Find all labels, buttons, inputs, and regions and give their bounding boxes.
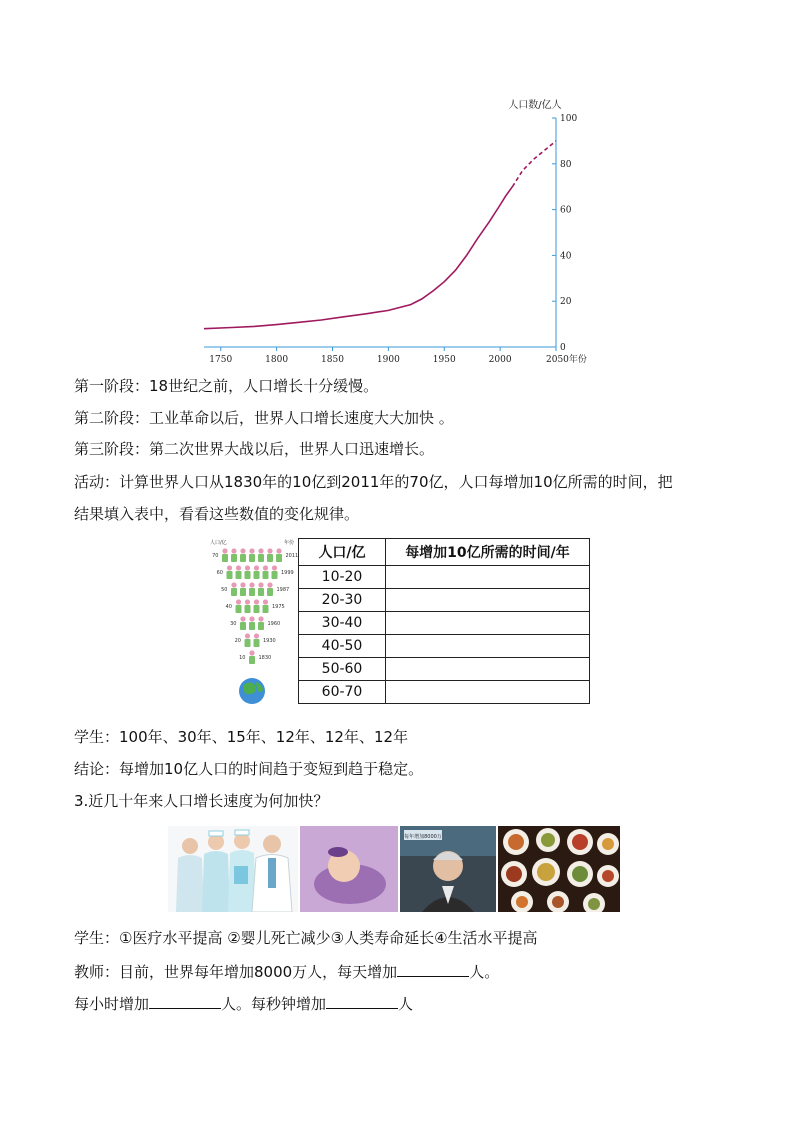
person-body-icon [240, 554, 246, 562]
population-people-figure [208, 536, 298, 708]
table-header-row [299, 539, 590, 566]
figure-year-label: 1987 [276, 587, 290, 593]
people-figure-svg [208, 536, 298, 708]
elderly-man-photo [400, 826, 496, 912]
population-line-projection [512, 141, 556, 187]
figure-year-label: 2011 [285, 553, 298, 559]
figure-population-label: 70 [212, 553, 219, 559]
y-tick-label: 100 [560, 114, 578, 124]
person-head-icon [245, 565, 250, 570]
person-head-icon [236, 565, 241, 570]
x-tick-label: 1800 [265, 355, 289, 365]
person-head-icon [231, 582, 236, 587]
person-head-icon [249, 616, 254, 621]
y-tick-label: 20 [560, 297, 572, 308]
person-head-icon [267, 548, 272, 553]
population-table [298, 538, 590, 704]
table-cell-range: 60-70 [299, 681, 386, 704]
table-cell-range: 50-60 [299, 658, 386, 681]
table-cell-answer[interactable] [386, 589, 590, 612]
hourly-text-part1: 每小时增加 [74, 995, 150, 1013]
person-head-icon [267, 582, 272, 587]
person-head-icon [240, 582, 245, 587]
person-head-icon [258, 548, 263, 553]
stage-1-text: 第一阶段：18世纪之前，人口增长十分缓慢。 [74, 377, 379, 395]
question-3: 3.近几十年来人口增长速度为何加快？ [74, 792, 329, 810]
student-answer-2: 学生：①医疗水平提高 ②婴儿死亡减少③人类寿命延长④生活水平提高 [74, 929, 538, 947]
table-row [299, 635, 590, 658]
table-row [299, 566, 590, 589]
y-tick-label: 0 [560, 343, 566, 353]
person-head-icon [263, 565, 268, 570]
table-cell-range: 40-50 [299, 635, 386, 658]
blank-per-hour[interactable] [149, 990, 221, 1009]
y-tick-label: 40 [560, 251, 572, 262]
table-cell-answer[interactable] [386, 635, 590, 658]
table-row [299, 612, 590, 635]
person-body-icon [245, 639, 251, 647]
person-body-icon [267, 554, 273, 562]
x-tick-label: 1900 [376, 355, 400, 365]
x-tick-label: 1750 [209, 355, 233, 365]
person-head-icon [263, 599, 268, 604]
table-header-time: 每增加10亿所需的时间/年 [386, 539, 590, 566]
blank-per-day[interactable] [397, 958, 469, 977]
nurse-figure-2 [228, 830, 256, 912]
nurse-figure-1 [202, 831, 230, 912]
person-head-icon [249, 582, 254, 587]
person-body-icon [240, 588, 246, 596]
table-row [299, 681, 590, 704]
activity-text-line2: 结果填入表中，看看这些数值的变化规律。 [74, 505, 360, 523]
y-tick-label: 80 [560, 159, 572, 170]
person-body-icon [236, 605, 242, 613]
person-head-icon [240, 616, 245, 621]
person-body-icon [254, 605, 260, 613]
teacher-text [74, 958, 734, 984]
population-line-solid [204, 187, 512, 329]
food-dishes-photo [498, 826, 620, 912]
y-tick-label: 60 [560, 205, 572, 216]
medical-staff-photo [168, 826, 298, 912]
person-body-icon [254, 571, 260, 579]
person-body-icon [258, 554, 264, 562]
hourly-text [74, 990, 734, 1016]
person-body-icon [231, 588, 237, 596]
figure-year-label: 1930 [263, 638, 276, 644]
table-row [299, 589, 590, 612]
figure-population-label: 50 [221, 587, 228, 593]
person-body-icon [249, 622, 255, 630]
hourly-text-part2: 人。每秒钟增加 [221, 995, 327, 1013]
y-axis-label: 人口数/亿人 [508, 100, 562, 111]
person-head-icon [236, 599, 241, 604]
person-head-icon [272, 565, 277, 570]
x-tick-label: 2000 [488, 355, 512, 365]
globe-land-icon [243, 682, 256, 694]
figure-population-label: 40 [225, 604, 232, 610]
newborn-baby-photo [300, 826, 398, 912]
figure-year-label: 1830 [258, 655, 272, 661]
activity-table-block [208, 536, 592, 708]
figure-population-label: 10 [239, 655, 246, 661]
figure-year-label: 1999 [281, 570, 294, 576]
stage-2-text: 第二阶段：工业革命以后，世界人口增长速度大大加快 。 [74, 409, 454, 427]
blank-per-second[interactable] [326, 990, 398, 1009]
table-cell-range: 30-40 [299, 612, 386, 635]
activity-text-line1: 活动：计算世界人口从1830年的10亿到2011年的70亿，人口每增加10亿所需的时间，把 [74, 473, 673, 491]
person-head-icon [240, 548, 245, 553]
doctor-figure-2 [252, 835, 292, 912]
person-body-icon [249, 656, 255, 664]
person-body-icon [267, 588, 273, 596]
student-answer-1: 学生：100年、30年、15年、12年、12年、12年 [74, 728, 409, 746]
person-body-icon [272, 571, 278, 579]
x-tick-label: 1850 [321, 355, 344, 365]
person-body-icon [263, 571, 269, 579]
figure-population-label: 60 [216, 570, 223, 576]
teacher-text-part2: 人。 [469, 963, 500, 981]
person-body-icon [276, 554, 282, 562]
photo-inset-caption: 每年增加8000万 [404, 834, 442, 840]
figure-population-label: 30 [230, 621, 237, 627]
person-head-icon [245, 599, 250, 604]
figure-title-population: 人口/亿 [210, 540, 227, 546]
person-body-icon [263, 605, 269, 613]
person-head-icon [254, 565, 259, 570]
hourly-text-part3: 人 [398, 995, 414, 1013]
person-head-icon [222, 548, 227, 553]
x-tick-label: 1950 [432, 355, 456, 365]
table-cell-answer[interactable] [386, 566, 590, 589]
figure-year-label: 1975 [272, 604, 285, 610]
table-cell-answer[interactable] [386, 681, 590, 704]
population-chart [190, 92, 610, 370]
person-body-icon [254, 639, 260, 647]
reasons-photo-strip [168, 826, 620, 912]
person-head-icon [249, 650, 254, 655]
person-head-icon [276, 548, 281, 553]
population-chart-svg [190, 92, 610, 370]
person-body-icon [227, 571, 233, 579]
person-head-icon [258, 582, 263, 587]
table-cell-answer[interactable] [386, 612, 590, 635]
person-body-icon [249, 588, 255, 596]
person-head-icon [227, 565, 232, 570]
person-head-icon [231, 548, 236, 553]
person-head-icon [258, 616, 263, 621]
person-head-icon [249, 548, 254, 553]
person-body-icon [240, 622, 246, 630]
doctor-figure-1 [176, 838, 204, 912]
person-body-icon [245, 571, 251, 579]
table-cell-answer[interactable] [386, 658, 590, 681]
person-body-icon [249, 554, 255, 562]
figure-population-label: 20 [234, 638, 241, 644]
table-cell-range: 20-30 [299, 589, 386, 612]
person-body-icon [258, 622, 264, 630]
person-body-icon [258, 588, 264, 596]
person-head-icon [245, 633, 250, 638]
table-cell-range: 10-20 [299, 566, 386, 589]
person-body-icon [245, 605, 251, 613]
x-tick-label: 2050年份 [546, 355, 587, 365]
person-head-icon [254, 599, 259, 604]
person-body-icon [231, 554, 237, 562]
figure-title-year: 年份 [283, 540, 294, 546]
person-body-icon [236, 571, 242, 579]
table-header-population: 人口/亿 [299, 539, 386, 566]
stage-3-text: 第三阶段：第二次世界大战以后，世界人口迅速增长。 [74, 440, 435, 458]
teacher-text-part1: 教师：目前，世界每年增加8000万人，每天增加 [74, 963, 398, 981]
figure-year-label: 1960 [267, 621, 281, 627]
person-head-icon [254, 633, 259, 638]
table-row [299, 658, 590, 681]
conclusion-text: 结论：每增加10亿人口的时间趋于变短到趋于稳定。 [74, 760, 424, 778]
person-body-icon [222, 554, 228, 562]
